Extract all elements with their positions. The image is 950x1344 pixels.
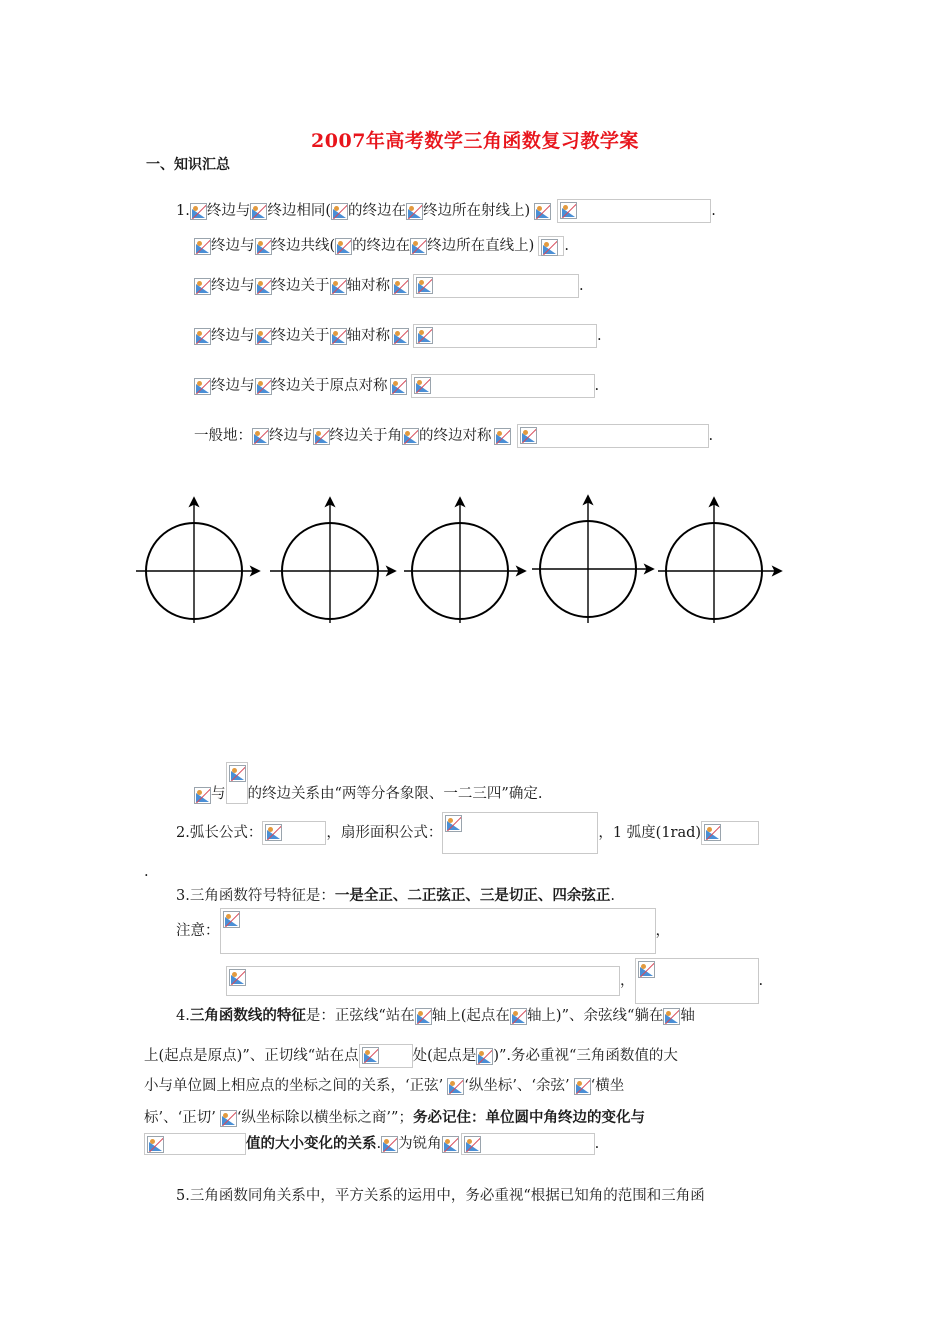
text-segment: 小与单位圆上相应点的坐标之间的关系，‘正弦’ <box>144 1078 444 1094</box>
formula-image-icon <box>447 1078 464 1095</box>
formula-image-icon <box>335 238 352 255</box>
formula-image-icon <box>392 328 409 345</box>
paragraph-1-line-6 <box>194 424 713 448</box>
text-segment: . <box>579 278 584 294</box>
text-segment: . <box>597 328 602 344</box>
text-segment: . <box>711 203 716 219</box>
text-segment: 终边与 <box>211 328 255 344</box>
text-segment: 的终边在 <box>348 203 407 219</box>
formula-image-icon <box>255 238 272 255</box>
formula-image-icon <box>406 203 423 220</box>
formula-image-icon <box>510 1008 527 1025</box>
text-segment: ， <box>655 923 670 939</box>
formula-image-icon <box>252 428 269 445</box>
text-segment: ， <box>620 973 635 989</box>
formula-frame <box>411 374 595 398</box>
paragraph-4-line-4 <box>144 1108 645 1128</box>
paragraph-1-line-7 <box>194 762 542 804</box>
formula-image-icon <box>402 428 419 445</box>
formula-frame <box>461 1133 595 1155</box>
text-segment-bold: 务必记住：单位圆中角终边的变化与 <box>412 1109 645 1126</box>
text-segment: 终边与 <box>211 238 255 254</box>
text-segment: 终边与 <box>206 203 251 219</box>
text-segment: 轴对称 <box>346 328 390 344</box>
text-segment: 4. <box>176 1008 190 1024</box>
text-segment: 终边与 <box>269 428 313 444</box>
paragraph-4-line-3 <box>144 1076 624 1096</box>
formula-frame <box>538 236 564 256</box>
formula-image-icon <box>442 1136 459 1153</box>
paragraph-1-line-4 <box>194 324 602 348</box>
unit-circle-2 <box>270 499 394 623</box>
paragraph-2-end <box>144 862 149 882</box>
text-segment: . <box>610 888 615 904</box>
text-segment-bold: 一是全正、二正弦正、三是切正、四余弦正 <box>334 887 611 904</box>
text-segment: ‘横坐 <box>590 1078 625 1094</box>
paragraph-4-line-2 <box>144 1044 678 1068</box>
text-segment: 是：正弦线“站在 <box>305 1008 415 1024</box>
text-segment: 终边关于角 <box>329 428 402 444</box>
text-segment: 轴对称 <box>346 278 390 294</box>
formula-image-icon <box>330 278 347 295</box>
unit-circle-diagram-row <box>130 493 790 633</box>
text-segment: 处(起点是 <box>412 1048 477 1064</box>
formula-image-icon <box>416 327 433 344</box>
paragraph-4-line-1 <box>176 1006 695 1026</box>
text-segment: 轴上)”、余弦线“躺在 <box>526 1008 664 1024</box>
formula-image-icon <box>445 815 462 832</box>
formula-image-icon <box>265 824 282 841</box>
text-segment: 5.三角函数同角关系中，平方关系的运用中，务必重视“根据已知角的范围和三角函 <box>176 1188 705 1204</box>
paragraph-2 <box>176 812 759 854</box>
formula-image-icon <box>190 203 207 220</box>
formula-frame <box>517 424 709 448</box>
formula-image-icon <box>415 1008 432 1025</box>
text-segment: 注意： <box>176 923 220 939</box>
formula-frame <box>442 812 598 854</box>
text-segment: . <box>594 1136 600 1152</box>
text-segment: . <box>376 1136 382 1152</box>
formula-image-icon <box>194 278 211 295</box>
formula-image-icon <box>638 961 655 978</box>
formula-image-icon <box>560 202 577 219</box>
text-segment: 终边关于原点对称 <box>271 378 388 394</box>
formula-frame <box>220 908 656 954</box>
text-segment: 终边相同( <box>267 203 332 219</box>
formula-image-icon <box>255 328 272 345</box>
text-segment: ‘纵坐标’、‘余弦’ <box>464 1078 570 1094</box>
text-segment: . <box>564 238 569 254</box>
text-segment: 一般地： <box>194 428 252 444</box>
formula-image-icon <box>194 378 211 395</box>
formula-image-icon <box>362 1047 379 1064</box>
text-segment: ，1 弧度(1rad) <box>598 825 702 841</box>
formula-image-icon <box>464 1136 481 1153</box>
text-segment: 标’、‘正切’ <box>144 1110 216 1126</box>
formula-frame <box>413 324 597 348</box>
formula-image-icon <box>541 239 558 256</box>
text-segment: 终边所在射线上) <box>423 203 531 219</box>
formula-frame <box>359 1044 413 1068</box>
text-segment: 终边共线( <box>271 238 336 254</box>
text-segment: 终边关于 <box>271 278 330 294</box>
paragraph-4-line-5 <box>144 1133 599 1155</box>
paragraph-1-line-1 <box>176 199 716 223</box>
formula-image-icon <box>416 277 433 294</box>
text-segment-bold: 三角函数线的特征 <box>189 1007 306 1024</box>
unit-circle-3 <box>404 499 524 623</box>
formula-image-icon <box>194 787 211 804</box>
formula-image-icon <box>574 1078 591 1095</box>
text-segment: 3.三角函数符号特征是： <box>176 888 335 904</box>
formula-image-icon <box>223 911 240 928</box>
formula-image-icon <box>250 203 267 220</box>
formula-image-icon <box>494 428 511 445</box>
text-segment: 与 <box>211 786 226 802</box>
formula-frame <box>557 199 711 223</box>
text-segment: )”.务必重视“三角函数值的大 <box>493 1048 678 1064</box>
text-segment: . <box>758 973 764 989</box>
formula-frame <box>635 958 759 1004</box>
formula-image-icon <box>381 1136 398 1153</box>
text-segment: ，扇形面积公式： <box>326 825 443 841</box>
text-segment: 终边所在直线上) <box>427 238 535 254</box>
formula-image-icon <box>147 1136 164 1153</box>
text-segment: 上(起点是原点)”、正切线“站在点 <box>144 1048 359 1064</box>
formula-image-icon <box>704 824 721 841</box>
formula-frame <box>226 762 248 804</box>
formula-frame <box>226 966 620 996</box>
formula-image-icon <box>255 278 272 295</box>
text-segment: . <box>144 864 149 880</box>
section-heading: 一、知识汇总 <box>146 157 230 173</box>
item-number: 1. <box>176 203 190 219</box>
paragraph-1-line-3 <box>194 274 584 298</box>
formula-frame <box>701 821 759 845</box>
text-segment: 终边关于 <box>271 328 330 344</box>
formula-image-icon <box>476 1048 493 1065</box>
paragraph-5 <box>176 1186 705 1206</box>
unit-circles-svg <box>130 493 790 633</box>
text-segment: 为锐角 <box>398 1136 442 1152</box>
paragraph-3-note-2 <box>226 958 763 1004</box>
formula-frame <box>262 821 326 845</box>
page-title: 2007年高考数学三角函数复习教学案 <box>311 130 639 152</box>
text-segment: 的终边关系由“两等分各象限、一二三四”确定. <box>247 786 543 802</box>
text-segment: 的终边在 <box>352 238 411 254</box>
text-segment: 轴 <box>680 1008 695 1024</box>
formula-image-icon <box>520 427 537 444</box>
formula-image-icon <box>331 203 348 220</box>
formula-image-icon <box>194 328 211 345</box>
text-segment-bold: 值的大小变化的关系 <box>246 1135 377 1152</box>
formula-image-icon <box>534 203 551 220</box>
formula-image-icon <box>392 278 409 295</box>
formula-frame <box>413 274 579 298</box>
unit-circle-5 <box>658 499 780 623</box>
formula-image-icon <box>390 378 407 395</box>
formula-frame <box>144 1133 246 1155</box>
text-segment: ‘纵坐标除以横坐标之商’”； <box>236 1110 413 1126</box>
paragraph-3 <box>176 886 615 906</box>
paragraph-1-line-5 <box>194 374 599 398</box>
formula-image-icon <box>313 428 330 445</box>
formula-image-icon <box>220 1110 237 1127</box>
formula-image-icon <box>194 238 211 255</box>
formula-image-icon <box>663 1008 680 1025</box>
formula-image-icon <box>414 377 431 394</box>
text-segment: 轴上(起点在 <box>431 1008 510 1024</box>
text-segment: 2.弧长公式： <box>176 825 263 841</box>
paragraph-3-note <box>176 908 670 954</box>
text-segment: . <box>594 378 600 394</box>
formula-image-icon <box>255 378 272 395</box>
formula-image-icon <box>229 969 246 986</box>
text-segment: . <box>708 428 714 444</box>
unit-circle-4 <box>532 497 652 623</box>
paragraph-1-line-2 <box>194 236 569 256</box>
formula-image-icon <box>410 238 427 255</box>
text-segment: 的终边对称 <box>419 428 492 444</box>
text-segment: 终边与 <box>211 378 255 394</box>
text-segment: 终边与 <box>211 278 255 294</box>
formula-image-icon <box>330 328 347 345</box>
formula-image-icon <box>229 765 246 782</box>
unit-circle-1 <box>136 499 258 623</box>
